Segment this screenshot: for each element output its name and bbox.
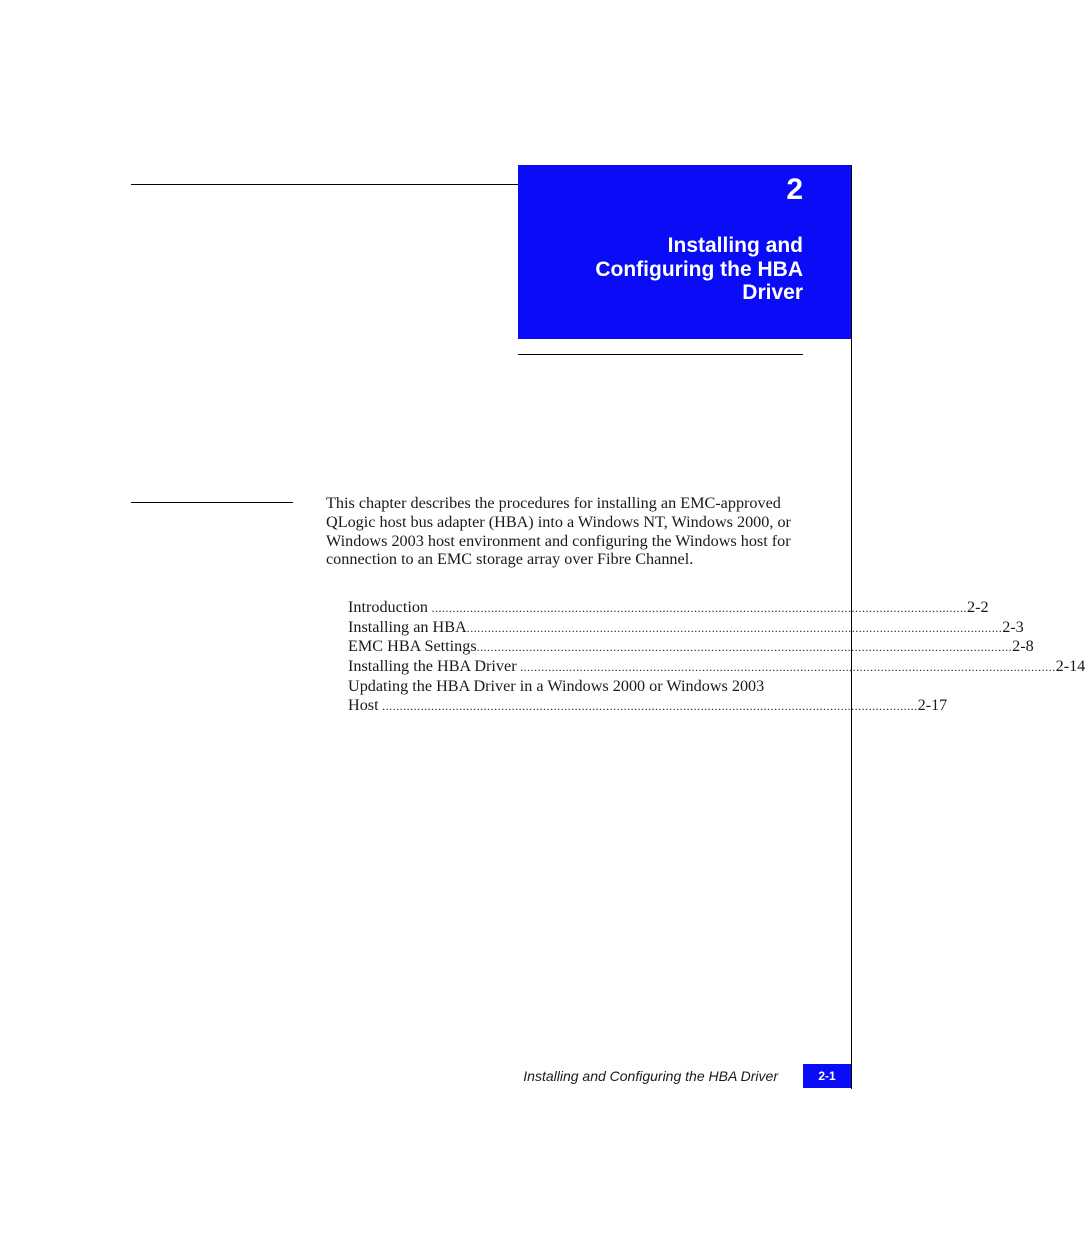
toc-entry-label: Host — [348, 695, 379, 714]
toc-leader: ......................................................................................................................................................... — [516, 660, 1056, 675]
toc-leader: ......................................................................................................................................................... — [428, 601, 968, 615]
toc-entry[interactable] — [348, 637, 1034, 657]
toc-leader: ......................................................................................................................................................... — [466, 620, 1003, 635]
title-underline — [518, 354, 803, 355]
intro-paragraph: This chapter describes the procedures for installing an EMC-approved QLogic host bus adapter (HBA) into a Windows NT, Windows 2000, or Windows 2003 host environment and configuring the Windows host for connection to an EMC storage array over Fibre Channel. — [326, 494, 791, 569]
chapter-title — [523, 234, 803, 305]
toc-entry[interactable] — [348, 617, 1024, 638]
toc-entry[interactable] — [348, 676, 948, 715]
toc-entry-page: 2-14 — [1055, 657, 1085, 676]
chapter-title-line: Driver — [742, 281, 803, 304]
chapter-title-line: Configuring the HBA — [595, 257, 803, 281]
toc-entry-label-line1: Updating the HBA Driver in a Windows 2000 or Windows 2003 — [348, 676, 765, 695]
chapter-toc — [348, 598, 1085, 715]
running-footer-title: Installing and Configuring the HBA Driver — [523, 1068, 778, 1084]
toc-leader: ......................................................................................................................................................... — [476, 640, 1013, 655]
section-rule — [131, 502, 293, 503]
toc-entry-label: Introduction — [348, 598, 429, 616]
chapter-number: 2 — [786, 173, 803, 206]
toc-entry[interactable] — [348, 598, 989, 618]
toc-entry-page: 2-17 — [917, 695, 948, 714]
toc-entry-label: Installing an HBA — [348, 617, 467, 636]
chapter-header-box — [518, 165, 851, 339]
toc-entry[interactable] — [348, 657, 1085, 677]
toc-leader: ......................................................................................................................................................... — [378, 698, 918, 713]
toc-entry-label: EMC HBA Settings — [348, 637, 477, 656]
chapter-title-line: Installing and — [667, 234, 803, 257]
page-number-badge: 2-1 — [803, 1064, 851, 1088]
toc-entry-label: Installing the HBA Driver — [348, 657, 517, 676]
toc-entry-page: 2-8 — [1012, 637, 1034, 656]
toc-entry-page: 2-2 — [967, 598, 989, 616]
toc-entry-page: 2-3 — [1002, 617, 1024, 636]
